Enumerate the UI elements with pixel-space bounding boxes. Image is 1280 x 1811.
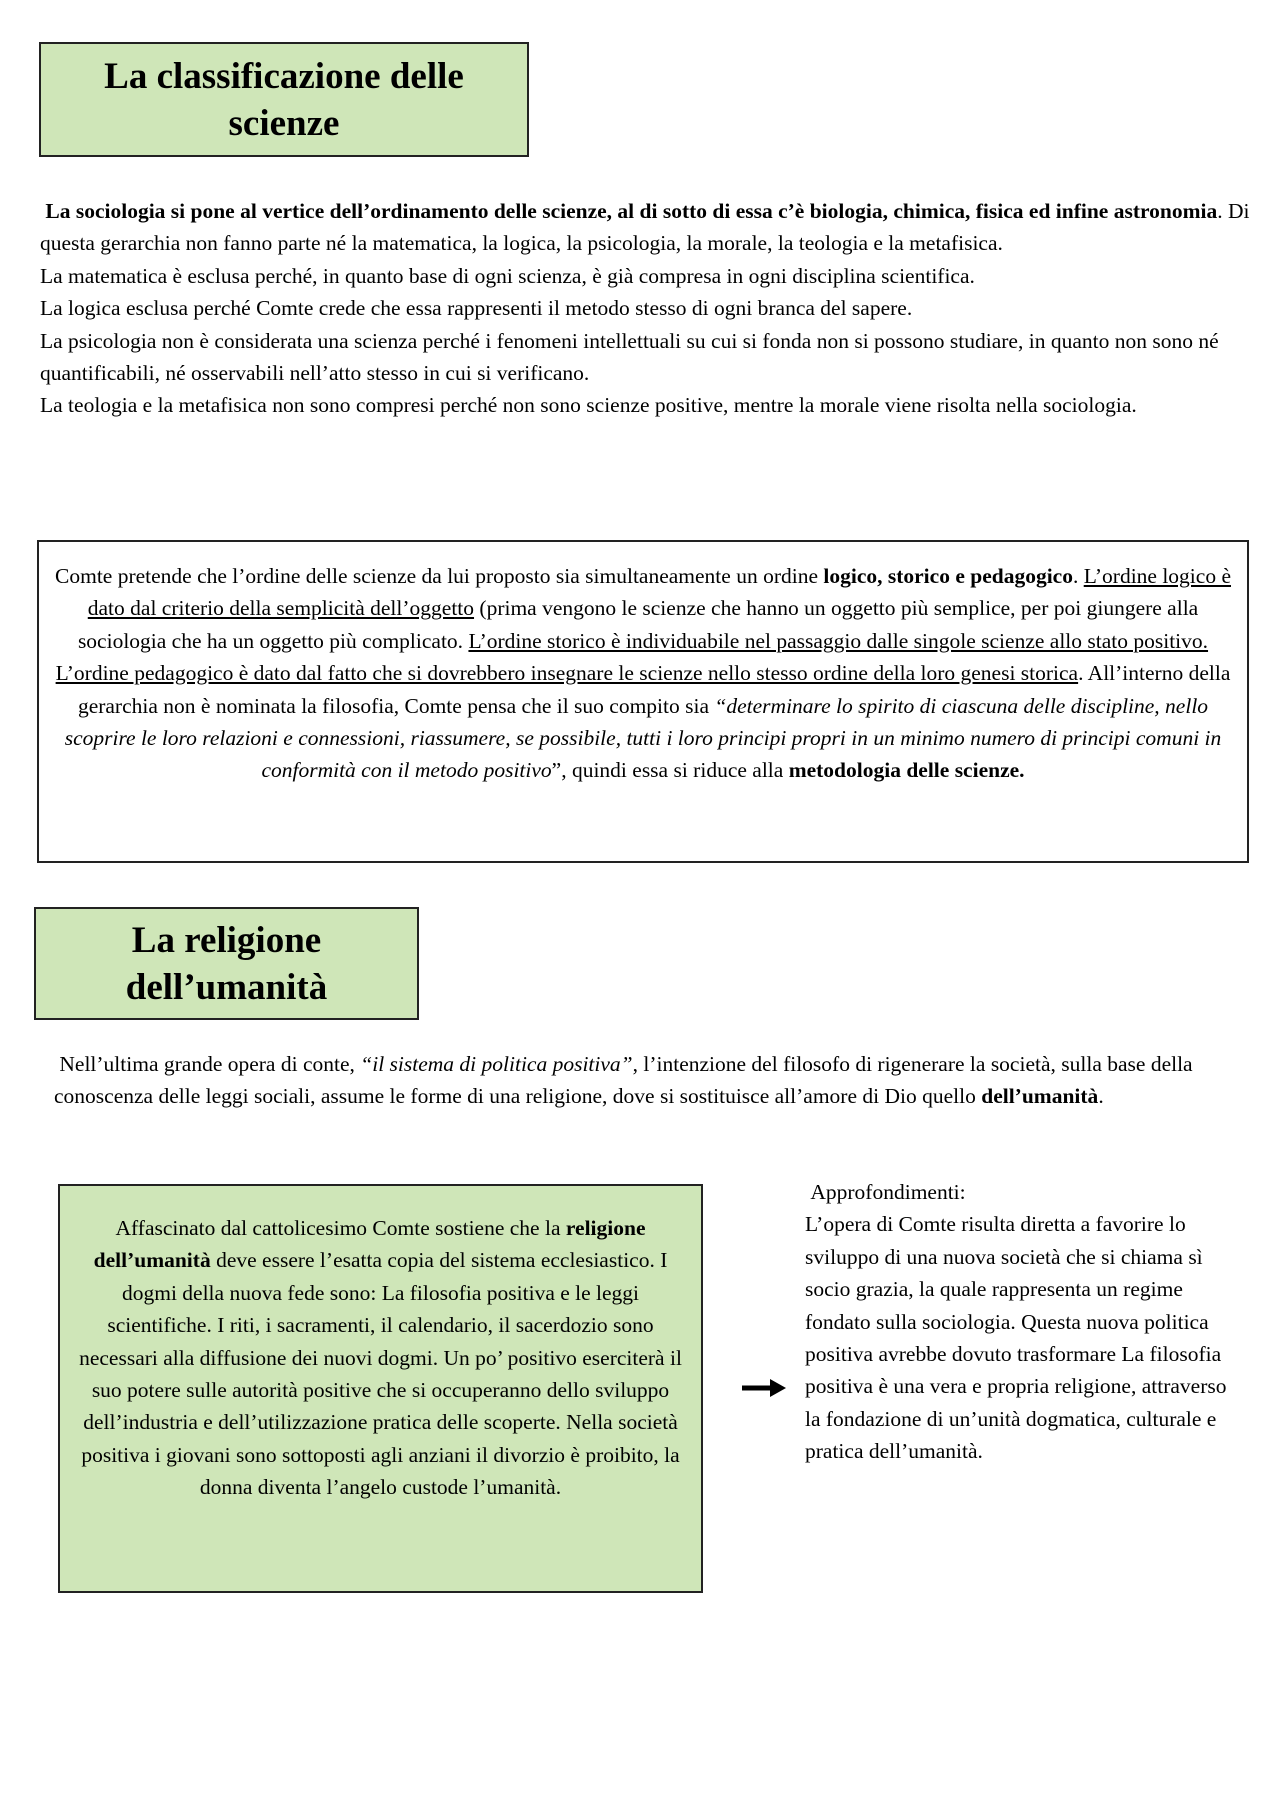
intro-line-theo: La teologia e la metafisica non sono compresi perché non sono scienze positive, mentre la morale viene risolta nella sociologia. <box>40 393 1137 418</box>
rel-text-2: , l’intenzione del filosofo di rigenerare la società, sulla base della conoscenza delle leggi sociali, assume le forme di una religione, dove si sostituisce all’amore di Dio quello <box>54 1052 1193 1109</box>
box-underline-1: L’ordine logico è dato dal criterio della semplicità dell’oggetto <box>87 564 1231 621</box>
section-title-classificazione <box>39 42 529 157</box>
box-bold-2: metodologia delle scienze. <box>788 758 1025 783</box>
intro-lead-rest: . Di questa gerarchia non fanno parte né la matematica, la logica, la psicologia, la morale, la teologia e la metafisica. <box>40 199 1250 256</box>
box-underline-2: L’ordine storico è individuabile nel passaggio dalle singole scienze allo stato positivo. L’ordine pedagogico è dato dal fatto che si dovrebbero insegnare le scienze nello stesso ordine della loro genesi storica <box>55 628 1209 686</box>
approfondimenti-body: L’opera di Comte risulta diretta a favorire lo sviluppo di una nuova società che si chiama sì socio grazia, la quale rappresenta un regime fondato sulla sociologia. Questa nuova politica positiva avrebbe dovuto trasformare La filosofia positiva è una vera e propria religione, attraverso la fondazione di un’unità dogmatica, culturale e pratica dell’umanità. <box>805 1212 1227 1464</box>
title-line-2: scienze <box>228 102 340 144</box>
approfondimenti-heading-text: Approfondimenti: <box>810 1180 966 1204</box>
box-quote: “determinare lo spirito di ciascuna delle discipline, nello scoprire le loro relazioni e connessioni, riassumere, se possibile, tutti i loro principi propri in un minimo numero di principi comuni in conformità con il metodo positivo <box>64 693 1222 783</box>
green-text-2: deve essere l’esatta copia del sistema ecclesiastico. I dogmi della nuova fede sono: La filosofia positiva e le leggi scientifiche. I riti, i sacramenti, il calendario, il sacerdozio sono necessari alla diffusione dei nuovi dogmi. Un po’ positivo eserciterà il suo potere sulle autorità positive che si occuperanno dello sviluppo dell’industria e dell’utilizzazione pratica delle scoperte. Nella società positiva i giovani sono sottoposti agli anziani il divorzio è proibito, la donna diventa l’angelo custode l’umanità. <box>79 1248 682 1500</box>
title-line-1: La religione <box>131 919 322 961</box>
rel-text-1: Nell’ultima grande opera di conte, <box>59 1052 361 1076</box>
rel-text-3: . <box>1098 1084 1104 1109</box>
approfondimenti-paragraph <box>805 1176 1245 1468</box>
section-title-religione <box>34 907 419 1020</box>
green-text-1: Affascinato dal cattolicesimo Comte sostiene che la <box>115 1216 566 1240</box>
intro-lead <box>40 195 1255 260</box>
rel-italic: “il sistema di politica positiva” <box>360 1052 633 1076</box>
religion-intro-paragraph <box>54 1048 1254 1113</box>
box-text-4: . All’interno della gerarchia non è nominata la filosofia, Comte pensa che il suo compito sia <box>77 661 1231 718</box>
title-line-2: dell’umanità <box>125 966 328 1008</box>
intro-line-math: La matematica è esclusa perché, in quanto base di ogni scienza, è già compresa in ogni disciplina scientifica. <box>40 263 975 288</box>
intro-bold-lead: La sociologia si pone al vertice dell’ordinamento delle scienze, al di sotto di essa c’è biologia, chimica, fisica ed infine astronomia <box>45 199 1218 223</box>
order-of-sciences-box <box>37 540 1249 863</box>
approfondimenti-heading <box>805 1176 1245 1208</box>
title-line-1: La classificazione delle <box>104 55 464 97</box>
intro-paragraph <box>40 195 1255 422</box>
right-arrow-icon <box>740 1377 788 1399</box>
intro-line-psych: La psicologia non è considerata una scienza perché i fenomeni intellettuali su cui si fonda non si possono studiare, in quanto non sono né quantificabili, né osservabili nell’atto stesso in cui si verificano. <box>40 328 1219 386</box>
box-text-2: . <box>1072 564 1084 588</box>
box-text-5: ”, quindi essa si riduce alla <box>551 758 789 783</box>
box-text-3: (prima vengono le scienze che hanno un oggetto più semplice, per poi giungere alla sociologia che ha un oggetto più complicato. <box>77 596 1199 653</box>
religion-green-box <box>58 1184 703 1593</box>
box-text-1: Comte pretende che l’ordine delle scienze da lui proposto sia simultaneamente un ordine <box>55 564 824 588</box>
intro-line-logic: La logica esclusa perché Comte crede che essa rappresenti il metodo stesso di ogni branca del sapere. <box>40 296 913 321</box>
rel-bold: dell’umanità <box>981 1084 1099 1109</box>
green-bold: religione dell’umanità <box>93 1216 646 1273</box>
box-bold-1: logico, storico e pedagogico <box>823 564 1073 588</box>
